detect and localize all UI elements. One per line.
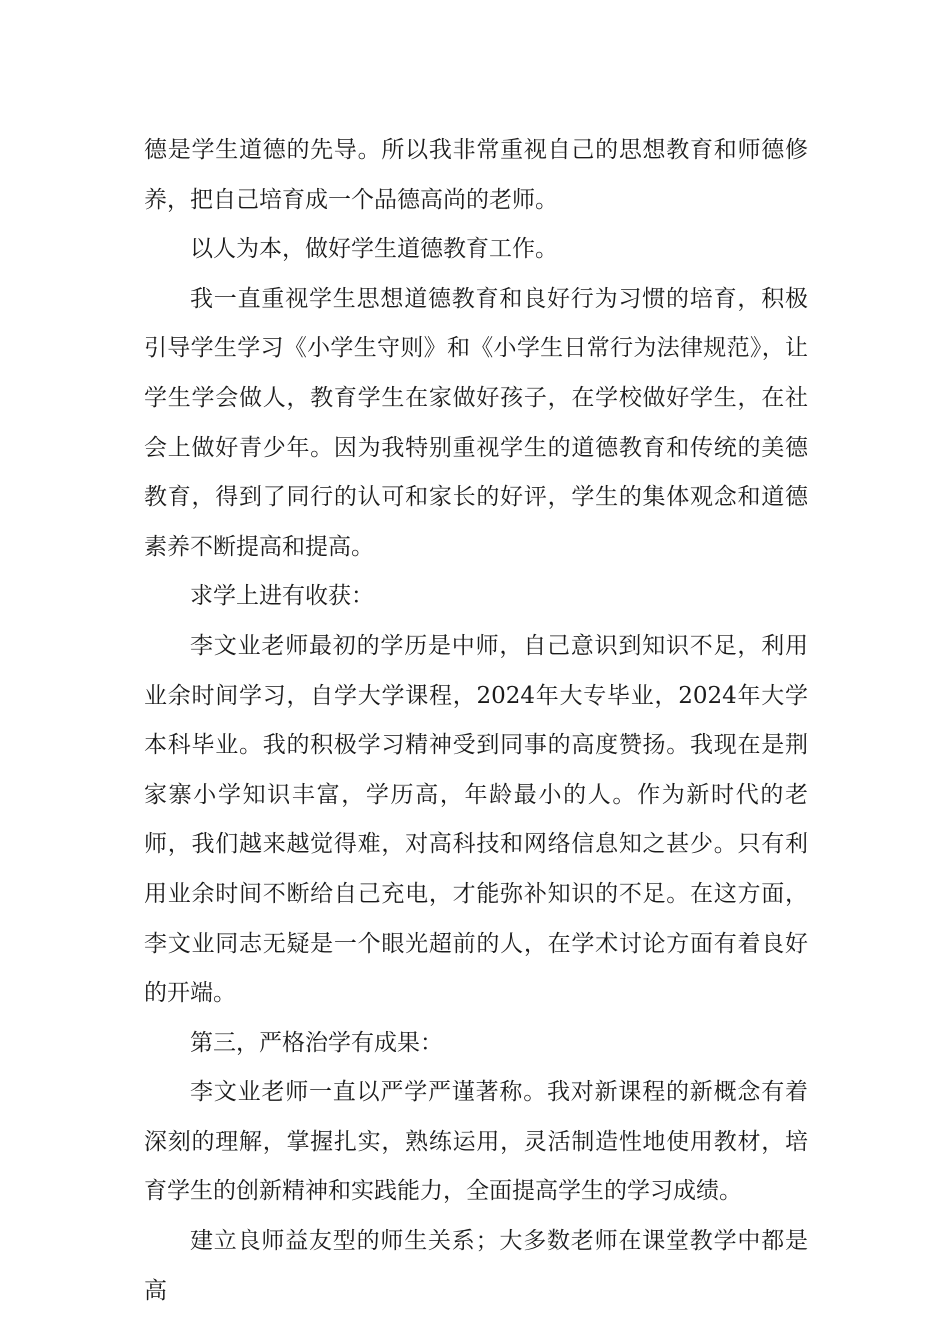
paragraph-1: 德是学生道德的先导。所以我非常重视自己的思想教育和师德修养，把自己培育成一个品德高尚的老师。 bbox=[144, 137, 808, 213]
paragraph-3: 我一直重视学生思想道德教育和良好行为习惯的培育，积极引导学生学习《小学生守则》和《小学生日常行为法律规范》，让学生学会做人，教育学生在家做好孩子，在学校做好学生，在社会上做好青少年。因为我特别重视学生的道德教育和传统的美德教育，得到了同行的认可和家长的好评，学生的集体观念和道德素养不断提高和提高。 bbox=[144, 285, 808, 560]
paragraph-2: 以人为本，做好学生道德教育工作。 bbox=[190, 236, 558, 263]
paragraph-7: 李文业老师一直以严学严谨著称。我对新课程的新概念有着深刻的理解，掌握扎实，熟练运用，灵活制造性地使用教材，培育学生的创新精神和实践能力，全面提高学生的学习成绩。 bbox=[144, 1079, 808, 1205]
paragraph-4: 求学上进有收获： bbox=[190, 583, 374, 610]
paragraph-8: 建立良师益友型的师生关系；大多数老师在课堂教学中都是高 bbox=[144, 1228, 808, 1304]
paragraph-6: 第三，严格治学有成果： bbox=[190, 1029, 443, 1056]
body-text bbox=[144, 126, 808, 1316]
paragraph-5: 李文业老师最初的学历是中师，自己意识到知识不足，利用业余时间学习，自学大学课程，2024年大专毕业，2024年大学本科毕业。我的积极学习精神受到同事的高度赞扬。我现在是荆家寨小学知识丰富，学历高，年龄最小的人。作为新时代的老师，我们越来越觉得难，对高科技和网络信息知之甚少。只有利用业余时间不断给自己充电，才能弥补知识的不足。在这方面，李文业同志无疑是一个眼光超前的人，在学术讨论方面有着良好的开端。 bbox=[144, 632, 808, 1007]
